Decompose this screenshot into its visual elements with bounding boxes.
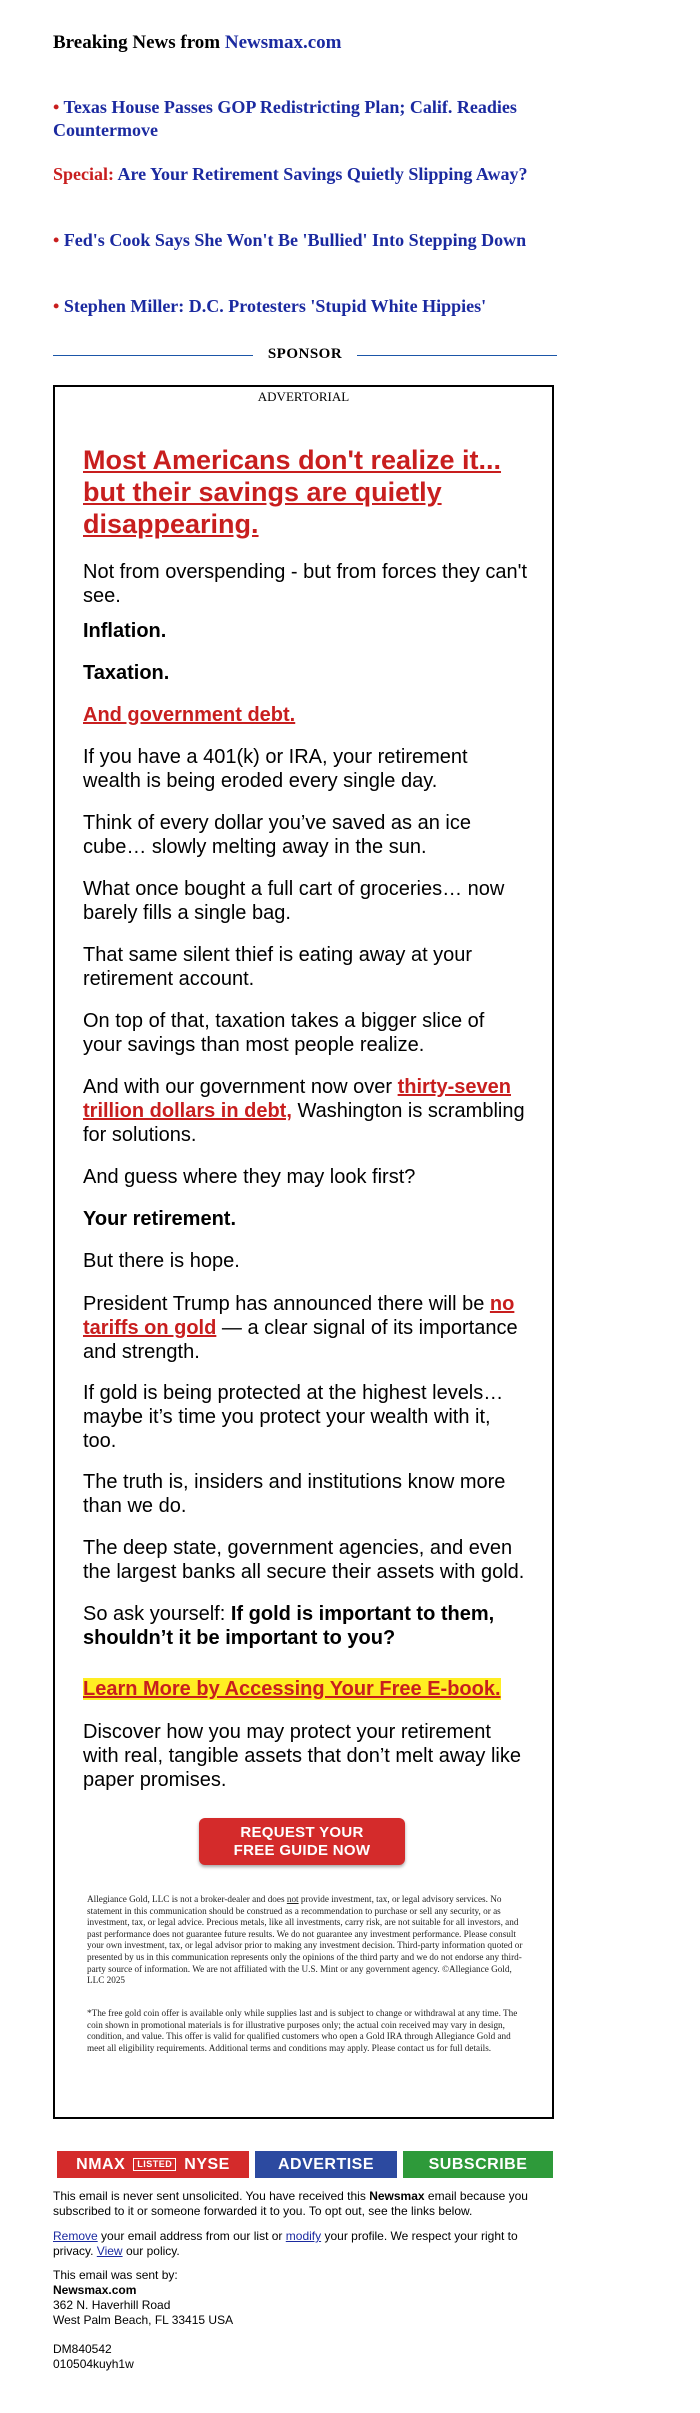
sponsor-label: SPONSOR (267, 346, 343, 362)
bullet: • (53, 230, 60, 250)
p11-text-a: President Trump has announced there will be (83, 1293, 485, 1315)
disclaimer-not: not (286, 1894, 299, 1904)
nyse-label-a: NMAX (76, 2155, 126, 2173)
ad-paragraph (83, 1602, 528, 1650)
newsletter-header (53, 32, 341, 54)
advertorial-label: ADVERTORIAL (257, 389, 350, 404)
ad-paragraph: The deep state, government agencies, and even the largest banks all secure their assets with gold. (83, 1537, 525, 1583)
ad-paragraph (83, 1075, 528, 1147)
coin-offer-disclaimer: *The free gold coin offer is available only while supplies last and is subject to change or withdrawal at any time. The coin shown in promotional materials is for illustrative purposes only; the actual coin received may vary in design, condition, and value. This offer is valid for qualified customers who open a Gold IRA through Allegiance Gold and meet all eligibility requirements. Additional terms and conditions may apply. Please contact us for full details. (87, 2008, 518, 2053)
ad-paragraph: If you have a 401(k) or IRA, your retirement wealth is being eroded every single day. (83, 746, 468, 792)
ad-paragraph: If gold is being protected at the highest levels… maybe it’s time you protect your wealth with it, too. (83, 1382, 504, 1452)
subscribe-button[interactable]: SUBSCRIBE (403, 2151, 553, 2178)
ad-paragraph: The truth is, insiders and institutions know more than we do. (83, 1471, 506, 1517)
ad-paragraph (83, 1292, 528, 1364)
headline-link[interactable]: Are Your Retirement Savings Quietly Slipping Away? (117, 164, 528, 184)
p7-text-b: Washington is scrambling for solutions. (83, 1100, 525, 1146)
tracking-code-2: 010504kuyh1w (53, 2357, 134, 2371)
headline-item[interactable] (53, 96, 543, 142)
notice-text-a: This email is never sent unsolicited. You have received this (53, 2189, 366, 2203)
modify-text: your profile. We respect your right to privacy. (53, 2229, 518, 2258)
header-brand[interactable]: Newsmax.com (224, 32, 342, 53)
special-label: Special: (53, 164, 114, 184)
view-policy-link[interactable]: View (96, 2244, 123, 2258)
tracking-code-1: DM840542 (53, 2342, 112, 2356)
advertorial-box (53, 385, 554, 2119)
ad-title-link[interactable]: Most Americans don't realize it... but their savings are quietly disappearing. (83, 445, 502, 539)
sent-by-label: This email was sent by: (53, 2268, 178, 2282)
sender-address-1: 362 N. Haverhill Road (53, 2298, 171, 2312)
nyse-listed-button[interactable] (57, 2151, 249, 2178)
cta-line-1: REQUEST YOUR (240, 1823, 364, 1841)
bullet: • (53, 296, 60, 316)
ebook-link[interactable]: Learn More by Accessing Your Free E-book. (83, 1678, 501, 1700)
ad-paragraph: Taxation. (83, 662, 170, 684)
header-prefix: Breaking News from (53, 32, 221, 53)
sender-info (53, 2268, 553, 2328)
p15-text-a: So ask yourself: (83, 1603, 226, 1625)
p7-text-a: And with our government now over (83, 1076, 393, 1098)
sender-company: Newsmax.com (53, 2283, 137, 2297)
notice-brand: Newsmax (369, 2189, 425, 2203)
ad-paragraph: Not from overspending - but from forces they can't see. (83, 561, 528, 607)
ad-paragraph: On top of that, taxation takes a bigger slice of your savings than most people realize. (83, 1010, 485, 1056)
modify-link[interactable]: modify (285, 2229, 322, 2243)
ad-paragraph: Your retirement. (83, 1208, 236, 1230)
sponsor-divider (53, 345, 557, 365)
optout-notice (53, 2229, 553, 2259)
headline-item[interactable] (53, 295, 543, 318)
disclaimer-text-a: Allegiance Gold, LLC is not a broker-dealer and does (87, 1894, 285, 1904)
disclaimer-paragraph (87, 1894, 527, 1987)
unsolicited-notice (53, 2189, 553, 2219)
tracking-codes (53, 2342, 553, 2372)
p15-text-b: If gold is important to them, shouldn’t it be important to you? (83, 1603, 495, 1649)
nyse-label-b: NYSE (184, 2155, 230, 2173)
headline-item[interactable] (53, 163, 543, 186)
cta-line-2: FREE GUIDE NOW (233, 1841, 371, 1859)
debt-figure-link[interactable]: thirty-seven trillion dollars in debt, (83, 1076, 511, 1122)
ad-paragraph (83, 1677, 528, 1701)
advertise-button[interactable]: ADVERTISE (255, 2151, 397, 2178)
ad-paragraph: Inflation. (83, 620, 167, 642)
debt-link[interactable]: And government debt. (83, 704, 296, 726)
ad-paragraph: But there is hope. (83, 1250, 240, 1272)
notice-text-b: email because you subscribed to it or someone forwarded it to you. To opt out, see the links below. (53, 2189, 528, 2218)
ad-paragraph: That same silent thief is eating away at your retirement account. (83, 944, 473, 990)
remove-link[interactable]: Remove (53, 2229, 98, 2243)
ad-paragraph: And guess where they may look first? (83, 1166, 416, 1188)
headline-link[interactable]: Stephen Miller: D.C. Protesters 'Stupid White Hippies' (63, 296, 487, 316)
ad-paragraph (83, 703, 528, 727)
tariffs-link[interactable]: no tariffs on gold (83, 1293, 515, 1339)
p11-text-b: — a clear signal of its importance and strength. (83, 1317, 518, 1363)
sender-address-2: West Palm Beach, FL 33415 USA (53, 2313, 234, 2327)
ad-paragraph: Discover how you may protect your retirement with real, tangible assets that don’t melt away like paper promises. (83, 1721, 521, 1791)
disclaimer-text-b: provide investment, tax, or legal advisory services. No statement in this communication should be construed as a recommendation to purchase or sell any security, or as investment, tax, or legal advice. Precious metals, like all investments, carry risk, are not suitable for all investors, and past performance does not guarantee future results. We do not guarantee any investment performance. Please consult your own investment, tax, or legal advisor prior to making any investment decision. Third-party information quoted or presented by us in this communication represents only the opinions of the third party and we do not endorse any third-party source of information. We are not affiliated with the U.S. Mint or any government agency. ©Allegiance Gold, LLC 2025 (87, 1894, 523, 1986)
view-text: our policy. (125, 2244, 180, 2258)
nyse-listed-tag: LISTED (133, 2158, 176, 2171)
headline-item[interactable] (53, 229, 543, 252)
remove-text: your email address from our list or (101, 2229, 283, 2243)
ad-paragraph: Think of every dollar you’ve saved as an ice cube… slowly melting away in the sun. (83, 812, 471, 858)
bullet: • (53, 97, 60, 117)
request-guide-button[interactable] (199, 1818, 405, 1865)
headline-link[interactable]: Fed's Cook Says She Won't Be 'Bullied' Into Stepping Down (63, 230, 527, 250)
ad-paragraph: What once bought a full cart of groceries… now barely fills a single bag. (83, 878, 505, 924)
headline-link[interactable]: Texas House Passes GOP Redistricting Plan; Calif. Readies Countermove (53, 97, 517, 140)
